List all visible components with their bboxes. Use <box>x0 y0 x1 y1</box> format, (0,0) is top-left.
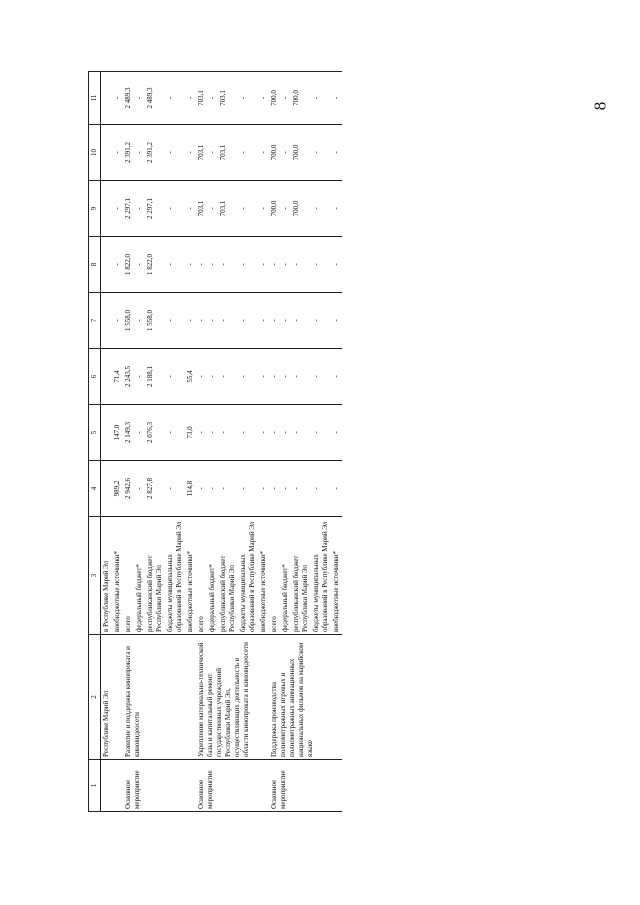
value-cell: - <box>185 181 196 237</box>
value-cell: - <box>269 293 280 349</box>
value-cell: - <box>331 349 342 405</box>
funding-source-cell: всего <box>196 517 207 635</box>
value-cell: - <box>311 72 331 125</box>
value-cell: - <box>112 72 123 125</box>
value-cell: - <box>269 405 280 461</box>
value-cell: - <box>218 349 238 405</box>
value-cell <box>101 72 113 125</box>
value-cell: 71,4 <box>112 349 123 405</box>
value-cell: - <box>238 349 258 405</box>
value-cell: - <box>258 237 269 293</box>
value-cell: 2 243,5 <box>123 349 134 405</box>
value-cell: - <box>112 237 123 293</box>
value-cell: 114,8 <box>185 461 196 517</box>
column-header: 1 <box>89 760 101 812</box>
value-cell: 703,1 <box>218 72 238 125</box>
value-cell: 2 391,2 <box>145 125 165 181</box>
funding-source-cell: федеральный бюджет* <box>134 517 145 635</box>
funding-source-cell: федеральный бюджет* <box>207 517 218 635</box>
value-cell: - <box>185 293 196 349</box>
value-cell <box>101 293 113 349</box>
value-cell: - <box>280 237 291 293</box>
value-cell: 147,0 <box>112 405 123 461</box>
column-header: 5 <box>89 405 101 461</box>
value-cell: - <box>112 125 123 181</box>
value-cell: - <box>196 461 207 517</box>
value-cell: 703,1 <box>218 125 238 181</box>
value-cell: 700,0 <box>291 181 311 237</box>
value-cell: - <box>238 461 258 517</box>
funding-source-cell: бюджеты муниципальных образований в Республике Марий Эл <box>311 517 331 635</box>
value-cell: 703,1 <box>218 181 238 237</box>
value-cell: - <box>207 125 218 181</box>
value-cell: - <box>311 293 331 349</box>
table-row <box>269 72 280 812</box>
value-cell: - <box>134 237 145 293</box>
value-cell <box>101 237 113 293</box>
value-cell: 1 822,0 <box>123 237 134 293</box>
value-cell: - <box>185 237 196 293</box>
value-cell: - <box>185 72 196 125</box>
value-cell: 703,1 <box>196 72 207 125</box>
column-header: 9 <box>89 181 101 237</box>
value-cell: - <box>269 237 280 293</box>
column-header: 6 <box>89 349 101 405</box>
value-cell <box>101 181 113 237</box>
value-cell: 2 076,3 <box>145 405 165 461</box>
rotated-sheet <box>88 72 538 812</box>
value-cell: - <box>134 125 145 181</box>
value-cell: - <box>238 125 258 181</box>
value-cell: - <box>280 72 291 125</box>
value-cell: - <box>258 405 269 461</box>
measure-name-cell: Республике Марий Эл <box>101 635 124 760</box>
value-cell: - <box>331 461 342 517</box>
value-cell: - <box>331 125 342 181</box>
value-cell: - <box>196 349 207 405</box>
value-cell: 700,0 <box>269 181 280 237</box>
value-cell: - <box>258 293 269 349</box>
column-header: 11 <box>89 72 101 125</box>
value-cell: - <box>218 461 238 517</box>
table-body <box>101 72 343 812</box>
value-cell: - <box>165 293 185 349</box>
value-cell: - <box>134 293 145 349</box>
value-cell: - <box>134 405 145 461</box>
measure-type-cell: Основное мероприятие <box>123 760 196 812</box>
value-cell: 1 822,0 <box>145 237 165 293</box>
column-header: 4 <box>89 461 101 517</box>
value-cell <box>101 349 113 405</box>
value-cell: - <box>165 125 185 181</box>
value-cell: - <box>165 72 185 125</box>
value-cell: - <box>331 181 342 237</box>
value-cell: - <box>311 405 331 461</box>
value-cell: - <box>207 461 218 517</box>
value-cell: 2 188,1 <box>145 349 165 405</box>
value-cell: - <box>311 349 331 405</box>
funding-source-cell: внебюджетные источники* <box>331 517 342 635</box>
value-cell: - <box>134 461 145 517</box>
value-cell: - <box>207 237 218 293</box>
value-cell: 2 827,8 <box>145 461 165 517</box>
value-cell: 989,2 <box>112 461 123 517</box>
value-cell: 2 391,2 <box>123 125 134 181</box>
value-cell: 703,1 <box>196 125 207 181</box>
funding-source-cell: внебюджетные источники* <box>258 517 269 635</box>
table-header <box>89 72 101 812</box>
value-cell: - <box>291 237 311 293</box>
column-header: 7 <box>89 293 101 349</box>
column-header: 2 <box>89 635 101 760</box>
funding-source-cell: федеральный бюджет* <box>280 517 291 635</box>
value-cell: - <box>207 72 218 125</box>
value-cell: - <box>311 125 331 181</box>
value-cell: - <box>280 181 291 237</box>
value-cell: - <box>331 237 342 293</box>
value-cell: - <box>291 405 311 461</box>
value-cell: - <box>218 237 238 293</box>
value-cell: 700,0 <box>291 125 311 181</box>
value-cell: - <box>207 405 218 461</box>
value-cell: - <box>331 405 342 461</box>
funding-source-cell: внебюджетные источники* <box>112 517 123 635</box>
value-cell: 700,0 <box>269 125 280 181</box>
value-cell: - <box>165 349 185 405</box>
value-cell: 2 489,3 <box>123 72 134 125</box>
value-cell: - <box>165 461 185 517</box>
value-cell: - <box>238 72 258 125</box>
funding-source-cell: бюджеты муниципальных образований в Республике Марий Эл <box>238 517 258 635</box>
value-cell: - <box>280 125 291 181</box>
value-cell: - <box>291 293 311 349</box>
value-cell: - <box>331 72 342 125</box>
column-header: 10 <box>89 125 101 181</box>
value-cell: - <box>269 461 280 517</box>
funding-source-cell: всего <box>269 517 280 635</box>
value-cell: 55,4 <box>185 349 196 405</box>
funding-source-cell: республиканский бюджет Республики Марий Эл <box>145 517 165 635</box>
measure-name-cell: Поддержка производства полнометражных игровых и полнометражных анимационных национальных фильмов на марийском языке <box>269 635 342 760</box>
value-cell: 700,0 <box>269 72 280 125</box>
value-cell: 1 558,0 <box>145 293 165 349</box>
value-cell: - <box>258 125 269 181</box>
measure-type-cell <box>101 760 124 812</box>
value-cell <box>101 125 113 181</box>
value-cell: - <box>134 349 145 405</box>
value-cell: - <box>196 405 207 461</box>
value-cell <box>101 461 113 517</box>
value-cell <box>101 405 113 461</box>
value-cell: - <box>238 405 258 461</box>
value-cell: 2 149,3 <box>123 405 134 461</box>
value-cell: - <box>207 349 218 405</box>
value-cell: 2 297,1 <box>145 181 165 237</box>
value-cell: - <box>134 72 145 125</box>
value-cell: - <box>258 349 269 405</box>
value-cell: - <box>311 237 331 293</box>
value-cell: - <box>196 237 207 293</box>
value-cell: - <box>112 293 123 349</box>
table-row <box>101 72 113 812</box>
funding-source-cell: в Республике Марий Эл <box>101 517 113 635</box>
value-cell: - <box>258 72 269 125</box>
value-cell: - <box>311 181 331 237</box>
value-cell: - <box>291 461 311 517</box>
budget-table <box>88 71 342 812</box>
value-cell: 73,0 <box>185 405 196 461</box>
measure-name-cell: Укрепление материально-технической базы и капитальный ремонт государственных учреждений Республики Марий Эл, осуществляющих деятельность в области кинопроката и киновидеосети <box>196 635 269 760</box>
funding-source-cell: всего <box>123 517 134 635</box>
measure-name-cell: Развитие и поддержка кинопроката и киновидеосети <box>123 635 196 760</box>
value-cell: - <box>196 293 207 349</box>
value-cell: 2 942,6 <box>123 461 134 517</box>
column-header: 3 <box>89 517 101 635</box>
funding-source-cell: республиканский бюджет Республики Марий Эл <box>291 517 311 635</box>
value-cell: - <box>238 293 258 349</box>
measure-type-cell: Основное мероприятие <box>196 760 269 812</box>
value-cell: - <box>280 349 291 405</box>
value-cell: - <box>165 405 185 461</box>
value-cell: - <box>165 181 185 237</box>
value-cell: - <box>238 237 258 293</box>
measure-type-cell: Основное мероприятие <box>269 760 342 812</box>
page-number: 8 <box>590 101 610 111</box>
value-cell: - <box>258 181 269 237</box>
value-cell: - <box>238 181 258 237</box>
table-row <box>196 72 207 812</box>
funding-source-cell: республиканский бюджет Республики Марий Эл <box>218 517 238 635</box>
column-header: 8 <box>89 237 101 293</box>
funding-source-cell: внебюджетные источники* <box>185 517 196 635</box>
value-cell: - <box>218 293 238 349</box>
value-cell: 1 558,0 <box>123 293 134 349</box>
value-cell: 2 297,1 <box>123 181 134 237</box>
value-cell: - <box>134 181 145 237</box>
value-cell: - <box>291 349 311 405</box>
value-cell: - <box>207 293 218 349</box>
value-cell: - <box>280 293 291 349</box>
value-cell: - <box>112 181 123 237</box>
value-cell: - <box>165 237 185 293</box>
value-cell: - <box>218 405 238 461</box>
value-cell: - <box>280 461 291 517</box>
value-cell: - <box>269 349 280 405</box>
value-cell: - <box>331 293 342 349</box>
value-cell: - <box>258 461 269 517</box>
value-cell: 703,1 <box>196 181 207 237</box>
value-cell: - <box>207 181 218 237</box>
value-cell: - <box>280 405 291 461</box>
value-cell: - <box>311 461 331 517</box>
table-row <box>123 72 134 812</box>
value-cell: 2 489,3 <box>145 72 165 125</box>
value-cell: 700,0 <box>291 72 311 125</box>
value-cell: - <box>185 125 196 181</box>
funding-source-cell: бюджеты муниципальных образований в Республике Марий Эл <box>165 517 185 635</box>
